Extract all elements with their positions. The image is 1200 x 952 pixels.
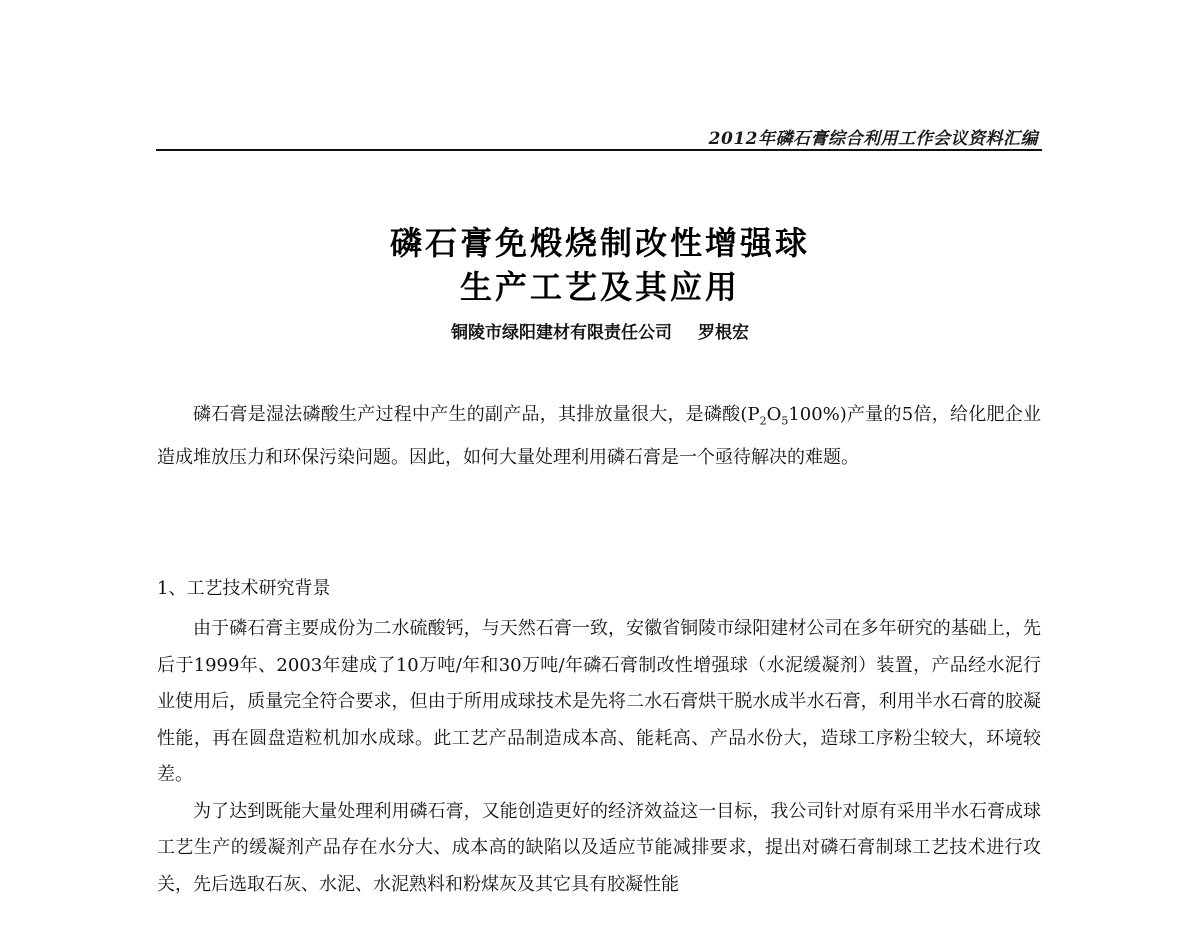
header-rule xyxy=(156,149,1042,151)
running-header: 2012年磷石膏综合利用工作会议资料汇编 xyxy=(708,129,1038,149)
byline xyxy=(0,318,1200,343)
formula-oxygen: O xyxy=(766,404,782,425)
section-body xyxy=(157,611,1041,903)
intro-text-1: 磷石膏是湿法磷酸生产过程中产生的副产品，其排放量很大，是磷酸(P xyxy=(193,404,760,425)
author-affiliation: 铜陵市绿阳建材有限责任公司 xyxy=(451,323,672,343)
article-title-line2: 生产工艺及其应用 xyxy=(459,268,740,306)
intro-text-2: 100%)产量的5倍，给化肥企业造成堆放压力和环保污染问题。因此，如何大量处理利用磷石膏是一个亟待解决的难题。 xyxy=(157,404,1041,469)
formula-subscript-5: 5 xyxy=(781,414,789,428)
intro-paragraph xyxy=(157,397,1041,477)
article-title-line1: 磷石膏免煅烧制改性增强球 xyxy=(389,224,810,262)
intro-section xyxy=(157,397,1041,477)
formula-subscript-2: 2 xyxy=(759,414,767,428)
section-heading: 1、工艺技术研究背景 xyxy=(157,578,331,599)
author-name: 罗根宏 xyxy=(698,323,749,343)
section-paragraph-1: 由于磷石膏主要成份为二水硫酸钙，与天然石膏一致，安徽省铜陵市绿阳建材公司在多年研究的基础上，先后于1999年、2003年建成了10万吨/年和30万吨/年磷石膏制改性增强球（水泥缓凝剂）装置，产品经水泥行业使用后，质量完全符合要求，但由于所用成球技术是先将二水石膏烘干脱水成半水石膏，利用半水石膏的胶凝性能，再在圆盘造粒机加水成球。此工艺产品制造成本高、能耗高、产品水份大，造球工序粉尘较大，环境较差。 xyxy=(157,618,1041,785)
section-paragraph-2: 为了达到既能大量处理利用磷石膏，又能创造更好的经济效益这一目标，我公司针对原有采用半水石膏成球工艺生产的缓凝剂产品存在水分大、成本高的缺陷以及适应节能减排要求，提出对磷石膏制球工艺技术进行攻关，先后选取石灰、水泥、水泥熟料和粉煤灰及其它具有胶凝性能 xyxy=(157,800,1041,895)
